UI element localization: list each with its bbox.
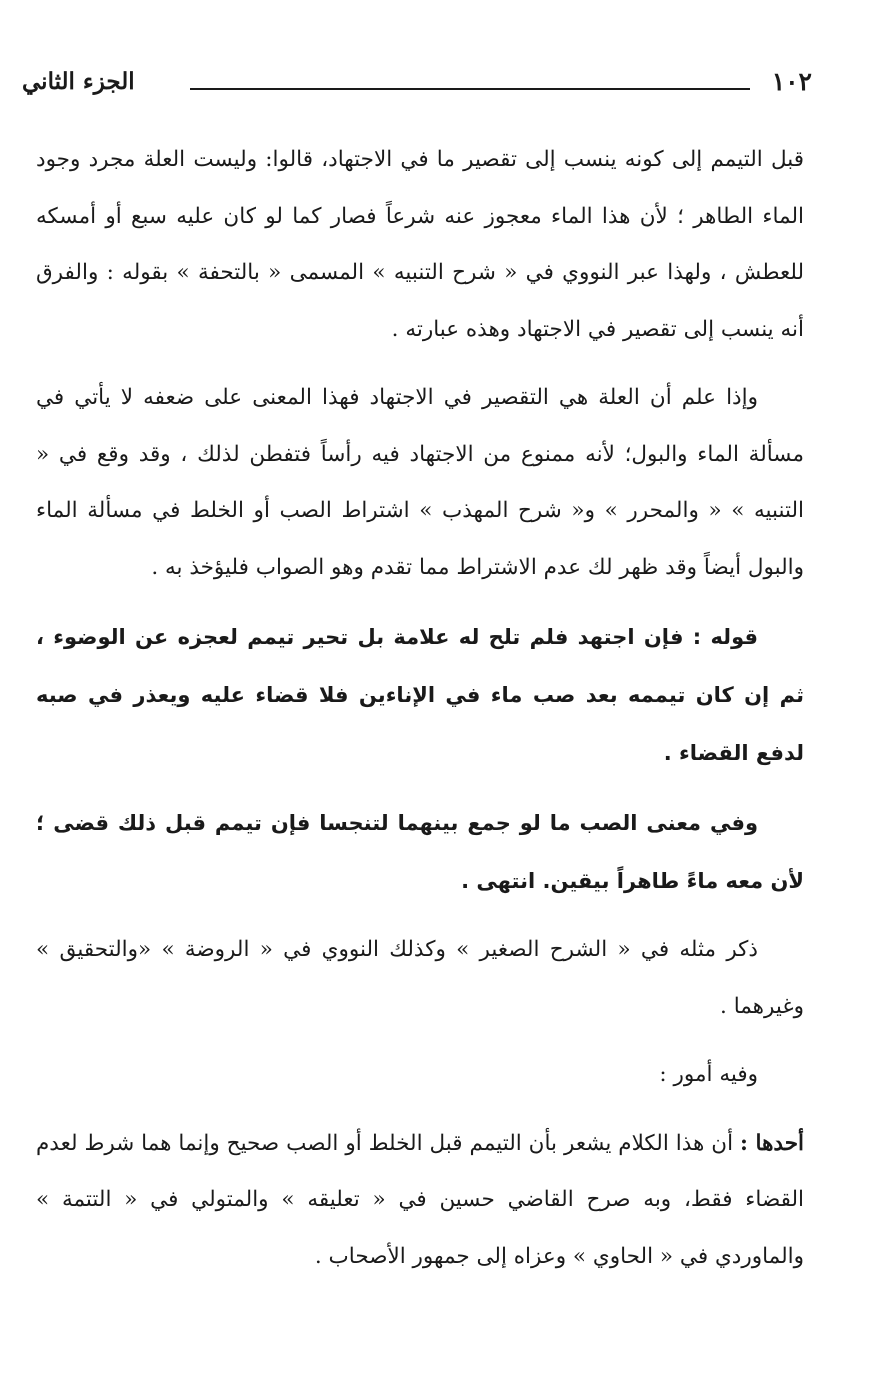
quoted-paragraph-2: وفي معنى الصب ما لو جمع بينهما لتنجسا فإن تيمم قبل ذلك قضى ؛ لأن معه ماءً طاهراً بيقين. انتهى . <box>36 811 804 893</box>
page-number: ١٠٢ <box>771 67 812 96</box>
body-text <box>36 132 804 1297</box>
paragraph-2: وإذا علم أن العلة هي التقصير في الاجتهاد فهذا المعنى على ضعفه لا يأتي في مسألة الماء والبول؛ لأنه ممنوع من الاجتهاد فيه رأساً فتفطن لذلك ، وقد وقع في « التنبيه » « والمحرر » و« شرح المهذب » اشتراط الصب أو الخلط في مسألة الماء والبول أيضاً وقد ظهر لك عدم الاشتراط مما تقدم وهو الصواب فليؤخذ به . <box>36 385 804 580</box>
book-part-title: الجزء الثاني <box>22 68 135 95</box>
paragraph-5-text: أن هذا الكلام يشعر بأن التيمم قبل الخلط أو الصب صحيح وإنما هما شرط لعدم القضاء فقط، وبه صرح القاضي حسين في « تعليقه » والمتولي في « التتمة » والماوردي في « الحاوي » وعزاه إلى جمهور الأصحاب . <box>36 1130 804 1269</box>
page-header <box>22 62 812 102</box>
paragraph-5-lead: أحدها : <box>740 1130 804 1156</box>
quoted-paragraph-1: قوله : فإن اجتهد فلم تلح له علامة بل تحير تيمم لعجزه عن الوضوء ، ثم إن كان تيممه بعد صب ماء في الإناءين فلا قضاء عليه ويعذر في صبه لدفع القضاء . <box>36 625 804 765</box>
paragraph-3: ذكر مثله في « الشرح الصغير » وكذلك النووي في « الروضة » «والتحقيق » وغيرهما . <box>36 937 804 1019</box>
header-rule <box>190 88 750 90</box>
paragraph-5 <box>36 1116 804 1286</box>
paragraph-1: قبل التيمم إلى كونه ينسب إلى تقصير ما في الاجتهاد، قالوا: وليست العلة مجرد وجود الماء الطاهر ؛ لأن هذا الماء معجوز عنه شرعاً فصار كما لو كان عليه سبع أو أمسكه للعطش ، ولهذا عبر النووي في « شرح التنبيه » المسمى « بالتحفة » بقوله : والفرق أنه ينسب إلى تقصير في الاجتهاد وهذه عبارته . <box>36 147 804 342</box>
paragraph-4: وفيه أمور : <box>659 1062 758 1087</box>
